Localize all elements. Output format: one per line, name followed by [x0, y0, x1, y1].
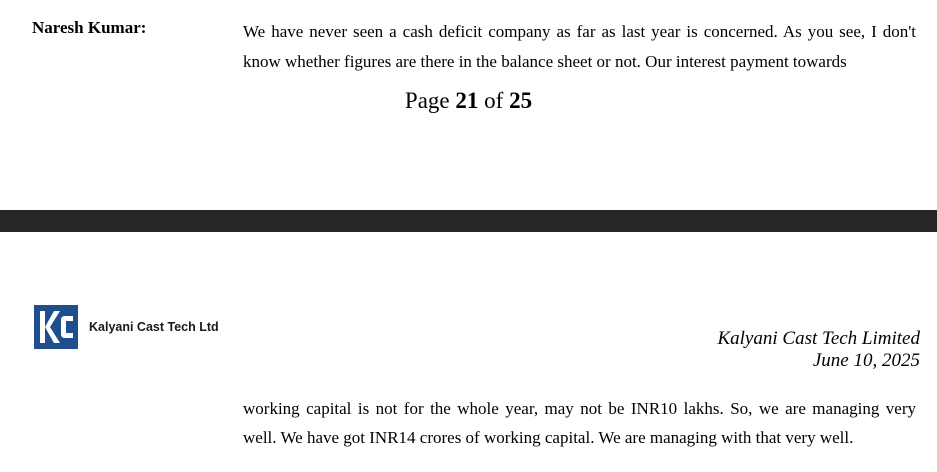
header-company-name: Kalyani Cast Tech Limited	[717, 328, 920, 349]
transcript-paragraph-top: We have never seen a cash deficit company as far as last year is concerned. As you see, I don't know whether figures are there in the balance sheet or not. Our interest payment towards	[243, 22, 916, 71]
page-prefix: Page	[404, 88, 456, 113]
logo-text: Kalyani Cast Tech Ltd	[89, 320, 219, 334]
page-current: 21	[455, 88, 479, 113]
page-of: of	[478, 88, 510, 113]
header-date: June 10, 2025	[812, 350, 920, 371]
speaker-name: Naresh Kumar:	[32, 18, 147, 37]
page-number	[0, 87, 937, 115]
kc-logo-icon	[34, 305, 78, 349]
page-total: 25	[509, 88, 533, 113]
page-break-divider	[0, 210, 937, 232]
transcript-paragraph-bottom: working capital is not for the whole year, may not be INR10 lakhs. So, we are managing very well. We have got INR14 crores of working capital. We are managing with that very well.	[243, 399, 916, 447]
